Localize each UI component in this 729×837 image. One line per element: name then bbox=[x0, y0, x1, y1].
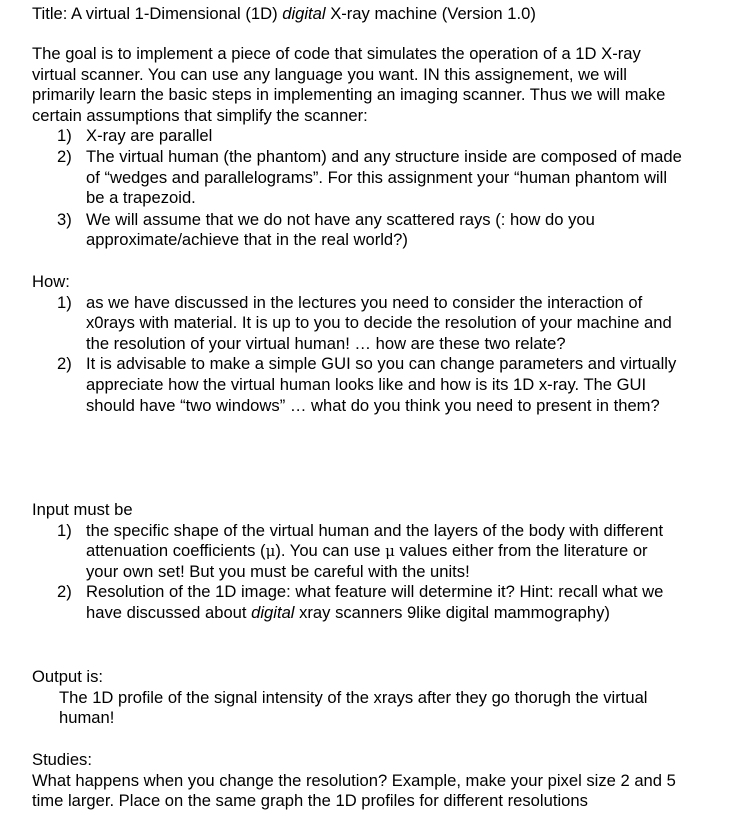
title-tail: X-ray machine (Version 1.0) bbox=[325, 4, 536, 23]
intro-section bbox=[32, 44, 682, 251]
mu-symbol: μ bbox=[385, 542, 395, 561]
input-list bbox=[32, 521, 682, 624]
studies-heading: Studies: bbox=[32, 750, 92, 769]
list-number: 3) bbox=[57, 209, 72, 229]
emphasis-digital: digital bbox=[251, 602, 295, 622]
title-lead: Title: A virtual 1-Dimensional (1D) bbox=[32, 4, 283, 23]
list-number: 2) bbox=[57, 146, 72, 166]
document-title bbox=[32, 4, 536, 24]
list-text: X-ray are parallel bbox=[86, 126, 213, 146]
output-text: The 1D profile of the signal intensity of the xrays after they go thorugh the virtual human! bbox=[59, 687, 648, 728]
list-text: Resolution of the 1D image: what feature will determine it? Hint: recall what we have discussed about bbox=[86, 582, 664, 622]
list-text: The virtual human (the phantom) and any structure inside are composed of made of “wedges and parallelograms”. For this assignment your “human phantom will be a trapezoid. bbox=[86, 146, 682, 208]
list-item bbox=[32, 293, 682, 355]
list-number: 2) bbox=[57, 582, 72, 602]
assumptions-list bbox=[32, 126, 682, 251]
studies-text: What happens when you change the resolution? Example, make your pixel size 2 and 5 time larger. Place on the same graph the 1D profiles for different resolutions bbox=[32, 770, 676, 811]
input-section bbox=[32, 500, 682, 624]
list-item bbox=[32, 354, 682, 416]
output-heading: Output is: bbox=[32, 667, 104, 686]
list-number: 2) bbox=[57, 354, 72, 374]
input-heading: Input must be bbox=[32, 500, 133, 519]
list-item bbox=[32, 147, 682, 209]
how-list bbox=[32, 293, 682, 417]
list-text: ). You can use bbox=[275, 541, 386, 561]
mu-symbol: μ bbox=[265, 542, 276, 561]
how-heading: How: bbox=[32, 272, 70, 291]
studies-section bbox=[32, 750, 682, 812]
list-text: It is advisable to make a simple GUI so you can change parameters and virtually appreciate how the virtual human looks like and how is its 1D x-ray. The GUI should have “two windows” … what do you think you need to present in them? bbox=[86, 354, 677, 415]
intro-paragraph: The goal is to implement a piece of code that simulates the operation of a 1D X-ray virtual scanner. You can use any language you want. IN this assignement, we will primarily learn the basic steps in implementing an imaging scanner. Thus we will make certain assumptions that simplify the scanner: bbox=[32, 44, 666, 125]
list-item bbox=[32, 582, 682, 623]
list-number: 1) bbox=[57, 126, 72, 146]
list-text: xray scanners 9like digital mammography) bbox=[294, 602, 610, 622]
list-text: as we have discussed in the lectures you need to consider the interaction of x0rays with material. It is up to you to decide the resolution of your machine and the resolution of your virtual human! … how are these two relate? bbox=[86, 292, 672, 353]
output-section bbox=[32, 667, 659, 729]
list-item bbox=[32, 210, 682, 251]
list-item bbox=[32, 521, 682, 583]
list-item bbox=[32, 126, 682, 147]
list-number: 1) bbox=[57, 520, 72, 540]
list-text: We will assume that we do not have any scattered rays (: how do you approximate/achieve that in the real world?) bbox=[86, 209, 595, 250]
list-text: values either from the literature or your own set! But you must be careful with the units! bbox=[86, 541, 648, 581]
list-number: 1) bbox=[57, 292, 72, 312]
list-text: the specific shape of the virtual human and the layers of the body with different attenuation coefficients ( bbox=[86, 520, 664, 561]
how-section bbox=[32, 272, 682, 416]
title-emphasis: digital bbox=[282, 4, 326, 23]
